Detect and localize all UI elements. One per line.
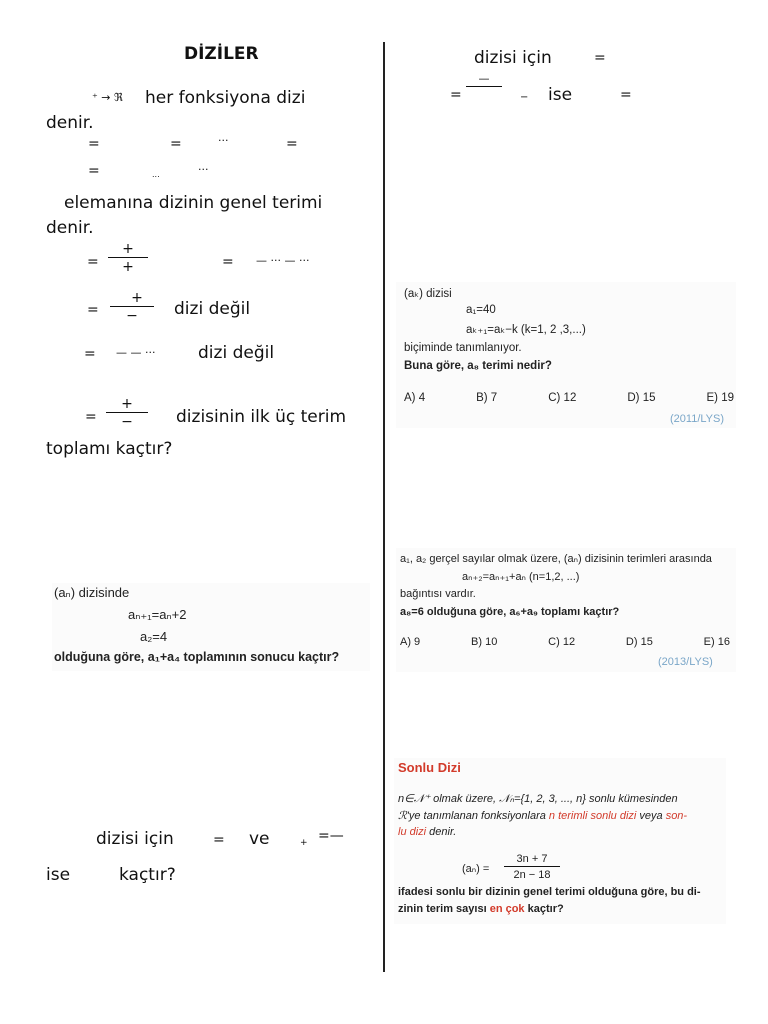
page-title: DİZİLER <box>184 44 259 64</box>
eq-line1-a: = <box>88 136 100 152</box>
ex2-den: − <box>126 308 138 324</box>
ex3-sequence: — — ··· <box>116 346 156 359</box>
general-term-1: elemanına dizinin genel terimi <box>64 193 323 213</box>
q1-options <box>404 392 734 404</box>
q1-option-e[interactable]: E) 19 <box>706 392 734 404</box>
q3-l2c: veya <box>636 810 666 822</box>
q-an-line4: olduğuna göre, a₁+a₄ toplamının sonucu kaçtır? <box>54 650 340 664</box>
q2-options <box>400 636 730 648</box>
q3-l1: n∈𝒩⁺ olmak üzere, 𝒩ₙ={1, 2, 3, ..., n} sonlu kümesinden <box>398 793 678 805</box>
right-top-text: dizisi için <box>474 48 552 68</box>
q1-option-b[interactable]: B) 7 <box>476 392 498 404</box>
q3-l2d: son- <box>665 810 688 822</box>
ex2-label: dizi değil <box>174 299 251 319</box>
eq-line2-dots2: ··· <box>198 163 209 176</box>
q3-title: Sonlu Dizi <box>398 760 461 775</box>
q1-source: (2011/LYS) <box>670 413 725 425</box>
q1-option-d[interactable]: D) 15 <box>627 392 656 404</box>
right-top-sub: − <box>520 92 529 103</box>
q-last-text1: dizisi için <box>96 829 174 849</box>
q-an-line1: (aₙ) dizisinde <box>54 585 130 600</box>
ex1-rhs-eq: = <box>222 254 234 270</box>
column-divider <box>383 42 385 972</box>
q2-option-d[interactable]: D) 15 <box>625 636 653 648</box>
q3-l3a: lu dizi <box>398 826 427 838</box>
ex3-eq: = <box>84 346 96 362</box>
eq-line1-c: = <box>286 136 298 152</box>
q3-l5b: en çok <box>489 903 525 915</box>
ex4-num: + <box>121 396 133 412</box>
q3-l4: ifadesi sonlu bir dizinin genel terimi olduğuna göre, bu di- <box>398 886 701 898</box>
right-top-eq3: = <box>620 87 632 103</box>
q-last-eq: = <box>213 832 225 848</box>
question-an-clip <box>52 583 370 671</box>
right-top-frac-num: — <box>478 72 490 85</box>
eq-line1-b: = <box>170 136 182 152</box>
q3-formula-num: 3n + 7 <box>516 853 548 865</box>
q3-l5 <box>398 903 564 915</box>
right-top-ise: ise <box>548 85 573 105</box>
question-sonlu-clip <box>394 758 726 924</box>
q1-option-a[interactable]: A) 4 <box>404 392 426 404</box>
ex3-label: dizi değil <box>198 343 275 363</box>
right-top-fraction <box>466 72 502 87</box>
q3-l2 <box>398 809 687 822</box>
def-map: ⁺ → ℜ <box>92 91 123 104</box>
ex4-fraction <box>106 396 148 431</box>
q2-option-e[interactable]: E) 16 <box>703 636 730 648</box>
q-last-ve: ve <box>249 829 270 849</box>
q1-l2: aₖ₊₁=aₖ−k (k=1, 2 ,3,...) <box>466 324 586 336</box>
ex4-eq: = <box>85 409 97 425</box>
q2-l3: bağıntısı vardır. <box>400 588 476 600</box>
def-text-1: her fonksiyona dizi <box>145 88 306 108</box>
q3-l2b: n terimli sonlu dizi <box>548 810 637 822</box>
ex4-text2: toplamı kaçtır? <box>46 439 173 459</box>
q-an-line3: a₂=4 <box>140 629 168 644</box>
ex1-fraction <box>108 241 148 276</box>
q3-l2a: ℛ'ye tanımlanan fonksiyonlara <box>398 810 549 822</box>
q1-head: (aₖ) dizisi <box>404 288 452 300</box>
q2-option-c[interactable]: C) 12 <box>548 636 576 648</box>
q3-formula-lhs: (aₙ) = <box>462 863 490 875</box>
q2-option-b[interactable]: B) 10 <box>471 636 498 648</box>
eq-line1-dots: ··· <box>218 134 229 147</box>
q2-option-a[interactable]: A) 9 <box>400 636 421 648</box>
q2-l2: aₙ₊₂=aₙ₊₁+aₙ (n=1,2, ...) <box>462 571 580 583</box>
q2-l1: a₁, a₂ gerçel sayılar olmak üzere, (aₙ) dizisinin terimleri arasında <box>400 553 712 565</box>
q-an-line2: aₙ₊₁=aₙ+2 <box>128 607 187 622</box>
eq-line2-a: = <box>88 163 100 179</box>
ex4-den: − <box>121 414 133 430</box>
q1-l1: a₁=40 <box>466 304 496 316</box>
ex1-eq: = <box>87 254 99 270</box>
ex2-fraction <box>110 290 154 325</box>
q3-formula-den: 2n − 18 <box>513 869 551 881</box>
q-last-plus: + <box>300 838 308 848</box>
q-last-kactir: kaçtır? <box>119 865 176 885</box>
q3-l5a: zinin terim sayısı <box>398 903 490 915</box>
ex4-text: dizisinin ilk üç terim <box>176 407 347 427</box>
q1-option-c[interactable]: C) 12 <box>548 392 577 404</box>
q1-l4: Buna göre, a₈ terimi nedir? <box>404 360 552 372</box>
question-ak-clip <box>396 282 736 428</box>
q-last-eq2: =— <box>318 828 344 844</box>
ex1-num: + <box>122 241 134 257</box>
q3-l5c: kaçtır? <box>524 903 564 915</box>
general-term-2: denir. <box>46 218 94 238</box>
eq-line2-dots1: ... <box>152 170 160 179</box>
ex2-eq: = <box>87 302 99 318</box>
ex1-sequence: — ··· — ··· <box>256 254 310 267</box>
q3-l3b: denir. <box>426 826 457 838</box>
q2-l4: a₈=6 olduğuna göre, a₆+a₉ toplamı kaçtır? <box>400 606 620 618</box>
ex2-num: + <box>131 290 143 306</box>
right-top-eq: = <box>594 50 606 66</box>
q3-l3 <box>398 826 456 838</box>
q1-l3: biçiminde tanımlanıyor. <box>404 342 522 354</box>
q3-formula-fraction <box>504 852 560 883</box>
ex1-den: + <box>122 259 134 275</box>
def-text-2: denir. <box>46 113 94 133</box>
question-fib-clip <box>396 548 736 672</box>
q2-source: (2013/LYS) <box>658 656 713 668</box>
q-last-ise: ise <box>46 865 71 885</box>
right-top-eq2: = <box>450 87 462 103</box>
